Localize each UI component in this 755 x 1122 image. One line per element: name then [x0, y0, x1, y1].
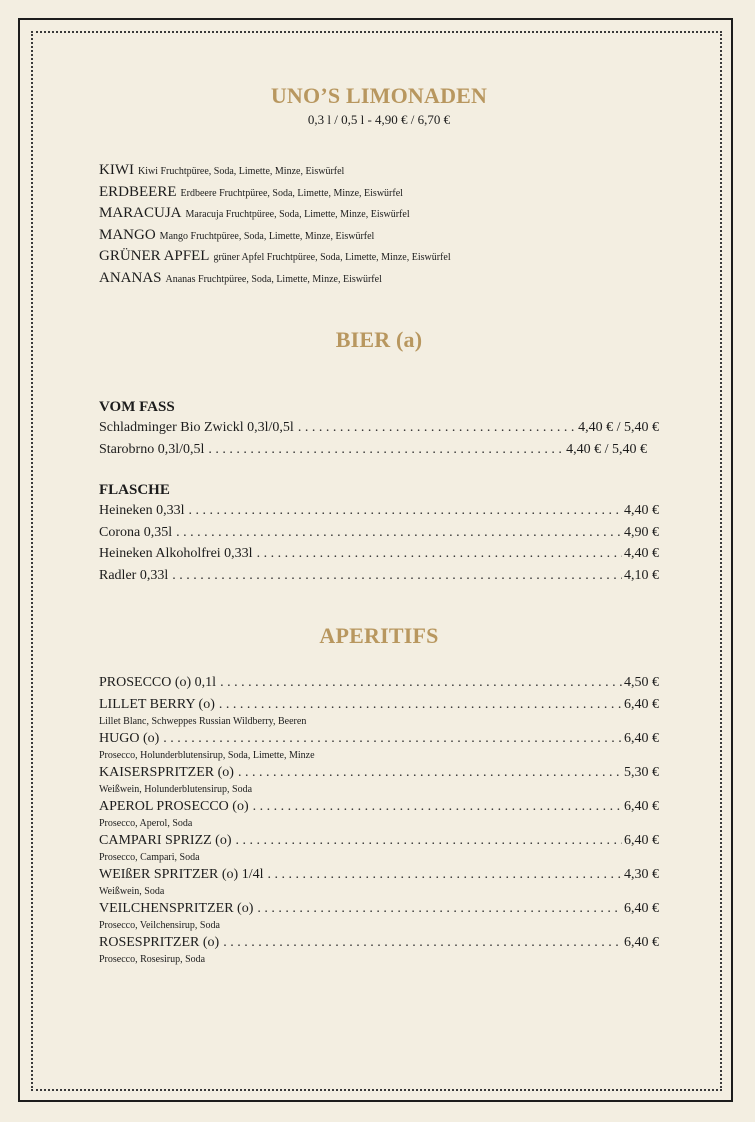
limonaden-list: [99, 159, 659, 288]
aperitifs-list: [99, 673, 659, 967]
item-description: Erdbeere Fruchtpüree, Soda, Limette, Minze, Eiswürfel: [180, 187, 403, 199]
section-title-bier: BIER (a): [335, 327, 423, 352]
item-price: 6,40 €: [624, 697, 659, 712]
list-item: [99, 224, 659, 246]
group-vom-fass: [99, 397, 659, 460]
item-price: 4,40 € / 5,40 €: [566, 441, 647, 457]
dot-leader: [176, 522, 622, 544]
item-price: 6,40 €: [624, 731, 659, 746]
dot-leader: [238, 763, 622, 783]
dot-leader: [253, 797, 622, 817]
dot-leader: [220, 673, 622, 693]
item-price: 4,50 €: [624, 675, 659, 690]
item-name: KAISERSPRITZER (o): [99, 765, 234, 780]
list-item: [99, 899, 659, 933]
item-row: [99, 729, 659, 749]
item-price: 6,40 €: [624, 799, 659, 814]
list-item: [99, 500, 659, 522]
list-item: [99, 729, 659, 763]
section-limonaden: [99, 82, 659, 288]
list-item: [99, 159, 659, 181]
item-description: Maracuja Fruchtpüree, Soda, Limette, Minze, Eiswürfel: [185, 209, 410, 220]
item-description: Prosecco, Rosesirup, Soda: [99, 954, 206, 965]
item-row: [99, 933, 659, 953]
item-price: 4,40 €: [624, 546, 659, 561]
limonaden-price-info: 0,3 l / 0,5 l - 4,90 € / 6,70 €: [307, 112, 451, 127]
item-row: [99, 865, 659, 885]
list-item: [99, 439, 659, 461]
item-row: [99, 899, 659, 919]
list-item: [99, 763, 659, 797]
item-name: Corona 0,35l: [99, 524, 173, 540]
section-title-limonaden: UNO’S LIMONADEN: [270, 83, 488, 108]
item-name: VEILCHENSPRITZER (o): [99, 901, 254, 916]
dot-leader: [257, 543, 622, 565]
item-name: MANGO: [99, 226, 156, 243]
list-item: [99, 245, 659, 267]
item-name: ANANAS: [99, 269, 162, 286]
list-item: [99, 797, 659, 831]
item-price: 5,30 €: [624, 765, 659, 780]
item-name: CAMPARI SPRIZZ (o): [99, 833, 232, 848]
item-description: Prosecco, Campari, Soda: [99, 852, 200, 863]
dot-leader: [236, 831, 622, 851]
item-price: 4,40 €: [624, 503, 659, 518]
item-row: [99, 695, 659, 715]
section-bier: [99, 326, 659, 586]
item-name: ROSESPRITZER (o): [99, 935, 220, 950]
dot-leader: [208, 439, 564, 461]
item-row: [99, 673, 659, 693]
list-item: [99, 831, 659, 865]
list-item: [99, 695, 659, 729]
item-price: 4,10 €: [624, 567, 659, 583]
dot-leader: [219, 695, 622, 715]
item-name: WEIßER SPRITZER (o) 1/4l: [99, 867, 264, 882]
group-title-vom-fass: VOM FASS: [99, 399, 175, 415]
dot-leader: [163, 729, 622, 749]
item-name: GRÜNER APFEL: [99, 248, 210, 264]
item-price: 6,40 €: [624, 901, 659, 916]
dot-leader: [172, 565, 622, 587]
item-name: APEROL PROSECCO (o): [99, 799, 249, 814]
list-item: [99, 522, 659, 544]
list-item: [99, 543, 659, 565]
group-flasche: [99, 480, 659, 586]
list-item: [99, 565, 659, 587]
item-name: Starobrno 0,3l/0,5l: [99, 441, 205, 457]
section-aperitifs: [99, 622, 659, 967]
item-description: grüner Apfel Fruchtpüree, Soda, Limette, Minze, Eiswürfel: [213, 252, 451, 263]
item-description: Prosecco, Holunderblutensirup, Soda, Limette, Minze: [99, 750, 315, 761]
list-item: [99, 673, 659, 693]
list-item: [99, 202, 659, 224]
item-name: Heineken 0,33l: [99, 503, 185, 518]
item-price: 4,90 €: [624, 524, 659, 540]
item-price: 4,40 € / 5,40 €: [578, 420, 659, 435]
item-row: [99, 831, 659, 851]
item-name: Heineken Alkoholfrei 0,33l: [99, 546, 253, 561]
item-name: Schladminger Bio Zwickl 0,3l/0,5l: [99, 420, 294, 435]
item-name: MARACUJA: [99, 205, 182, 221]
group-title-flasche: FLASCHE: [99, 482, 170, 498]
item-description: Prosecco, Aperol, Soda: [99, 818, 193, 829]
item-description: Lillet Blanc, Schweppes Russian Wildberry, Beeren: [99, 716, 307, 727]
item-name: LILLET BERRY (o): [99, 697, 215, 712]
dot-leader: [257, 899, 622, 919]
item-name: PROSECCO (o) 0,1l: [99, 675, 217, 690]
item-description: Weißwein, Holunderblutensirup, Soda: [99, 784, 253, 795]
item-description: Mango Fruchtpüree, Soda, Limette, Minze, Eiswürfel: [159, 230, 375, 242]
section-title-aperitifs: APERITIFS: [319, 623, 439, 648]
item-description: Weißwein, Soda: [99, 886, 165, 897]
list-item: [99, 865, 659, 899]
item-description: Ananas Fruchtpüree, Soda, Limette, Minze, Eiswürfel: [165, 273, 382, 285]
list-item: [99, 933, 659, 967]
dot-leader: [223, 933, 622, 953]
item-description: Prosecco, Veilchensirup, Soda: [99, 920, 220, 931]
item-name: KIWI: [99, 162, 134, 178]
dot-leader: [189, 500, 622, 522]
item-name: Radler 0,33l: [99, 567, 169, 583]
item-price: 6,40 €: [624, 833, 659, 848]
item-row: [99, 797, 659, 817]
item-name: ERDBEERE: [99, 183, 177, 200]
list-item: [99, 417, 659, 439]
item-price: 6,40 €: [624, 935, 659, 950]
dot-leader: [298, 417, 576, 439]
item-name: HUGO (o): [99, 731, 160, 746]
list-item: [99, 267, 659, 289]
item-price: 4,30 €: [624, 867, 659, 882]
dot-leader: [268, 865, 623, 885]
menu-page: [99, 82, 659, 967]
item-row: [99, 763, 659, 783]
item-description: Kiwi Fruchtpüree, Soda, Limette, Minze, Eiswürfel: [137, 166, 345, 177]
list-item: [99, 181, 659, 203]
